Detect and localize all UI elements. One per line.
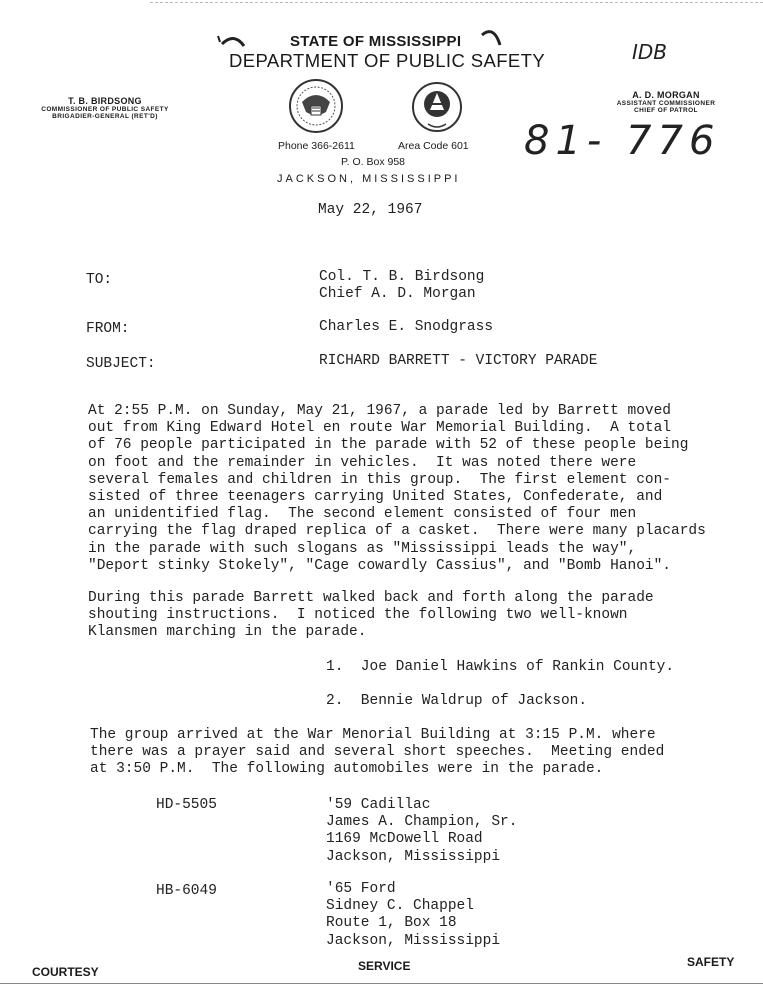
footer-safety: SAFETY bbox=[687, 955, 735, 969]
to-label: TO: bbox=[86, 272, 113, 288]
vehicle-line: Sidney C. Chappel bbox=[326, 898, 474, 915]
vehicle-details-1 bbox=[326, 797, 517, 866]
paragraph-line: in the parade with such slogans as "Mississippi leads the way", bbox=[88, 540, 637, 557]
klansman-1: 1. Joe Daniel Hawkins of Rankin County. bbox=[326, 659, 675, 675]
left-official-title1: COMMISSIONER OF PUBLIC SAFETY bbox=[41, 106, 169, 113]
paragraph-line: carrying the flag draped replica of a casket. There were many placards bbox=[88, 523, 706, 540]
paragraph-line: of 76 people participated in the parade with 52 of these people being bbox=[88, 437, 689, 454]
left-official-title2: BRIGADIER-GENERAL (RET'D) bbox=[52, 113, 158, 120]
right-official-title1: ASSISTANT COMMISSIONER bbox=[616, 100, 716, 107]
police-badge-icon bbox=[410, 80, 464, 134]
paragraph-line: an unidentified flag. The second element consisted of four men bbox=[88, 506, 637, 523]
footer-courtesy: COURTESY bbox=[32, 965, 99, 979]
memo-date: May 22, 1967 bbox=[318, 202, 423, 218]
paragraph-3 bbox=[90, 727, 664, 779]
paragraph-line: on foot and the remainder in vehicles. It was noted there were bbox=[88, 454, 637, 471]
from-value: Charles E. Snodgrass bbox=[319, 319, 494, 335]
vehicle-line: James A. Champion, Sr. bbox=[326, 814, 518, 831]
left-official-name: T. B. BIRDSONG bbox=[68, 96, 142, 106]
footer-service: SERVICE bbox=[358, 959, 411, 973]
city-line: JACKSON, MISSISSIPPI bbox=[277, 173, 461, 185]
area-code: Area Code 601 bbox=[398, 140, 469, 152]
left-official bbox=[30, 96, 180, 120]
paragraph-2 bbox=[88, 590, 654, 642]
handwritten-number: 81- 776 bbox=[524, 118, 721, 164]
to-line-1: Col. T. B. Birdsong bbox=[319, 269, 485, 285]
paragraph-line: "Deport stinky Stokely", "Cage cowardly Cassius", and "Bomb Hanoi". bbox=[88, 557, 671, 574]
vehicle-line: 1169 McDowell Road bbox=[326, 831, 483, 848]
right-official-title2: CHIEF OF PATROL bbox=[634, 107, 698, 114]
paragraph-line: At 2:55 P.M. on Sunday, May 21, 1967, a parade led by Barrett moved bbox=[88, 403, 671, 419]
state-seal-icon bbox=[288, 78, 344, 134]
phone-number: Phone 366-2611 bbox=[278, 140, 355, 152]
from-label: FROM: bbox=[86, 321, 130, 337]
arc-mark-right bbox=[478, 27, 508, 49]
department-heading: DEPARTMENT OF PUBLIC SAFETY bbox=[229, 50, 546, 71]
paragraph-line: there was a prayer said and several short speeches. Meeting ended bbox=[90, 744, 665, 761]
klansman-2: 2. Bennie Waldrup of Jackson. bbox=[326, 693, 588, 709]
vehicle-plate-1: HD-5505 bbox=[156, 797, 217, 813]
right-official-name: A. D. MORGAN bbox=[632, 90, 700, 100]
paragraph-line: several females and children in this group. The first element con- bbox=[88, 471, 671, 488]
vehicle-line: Route 1, Box 18 bbox=[326, 915, 457, 932]
paragraph-line: out from King Edward Hotel en route War Memorial Building. A total bbox=[88, 420, 671, 437]
arc-mark-left bbox=[216, 30, 256, 52]
paragraph-line: sisted of three teenagers carrying United States, Confederate, and bbox=[88, 489, 663, 506]
footer-rule bbox=[0, 983, 763, 984]
vehicle-plate-2: HB-6049 bbox=[156, 883, 217, 899]
vehicle-line: Jackson, Mississippi bbox=[326, 932, 501, 949]
vehicle-details-2 bbox=[326, 881, 500, 950]
paragraph-line: shouting instructions. I noticed the following two well-known bbox=[88, 607, 628, 624]
state-heading: STATE OF MISSISSIPPI bbox=[290, 33, 462, 50]
po-box: P. O. Box 958 bbox=[341, 156, 406, 168]
vehicle-line: '65 Ford bbox=[326, 881, 396, 897]
top-border bbox=[150, 2, 763, 3]
right-official bbox=[598, 90, 734, 114]
vehicle-line: Jackson, Mississippi bbox=[326, 848, 501, 865]
vehicle-line: '59 Cadillac bbox=[326, 797, 431, 813]
paragraph-line: During this parade Barrett walked back and forth along the parade bbox=[88, 590, 654, 606]
subject-value: RICHARD BARRETT - VICTORY PARADE bbox=[319, 353, 598, 369]
paragraph-line: at 3:50 P.M. The following automobiles were in the parade. bbox=[90, 761, 604, 778]
paragraph-1 bbox=[88, 403, 706, 575]
paragraph-line: The group arrived at the War Menorial Building at 3:15 P.M. where bbox=[90, 727, 656, 743]
to-line-2: Chief A. D. Morgan bbox=[319, 286, 476, 302]
subject-label: SUBJECT: bbox=[86, 356, 156, 372]
handwritten-ref: IDB bbox=[632, 40, 668, 64]
paragraph-line: Klansmen marching in the parade. bbox=[88, 624, 367, 641]
